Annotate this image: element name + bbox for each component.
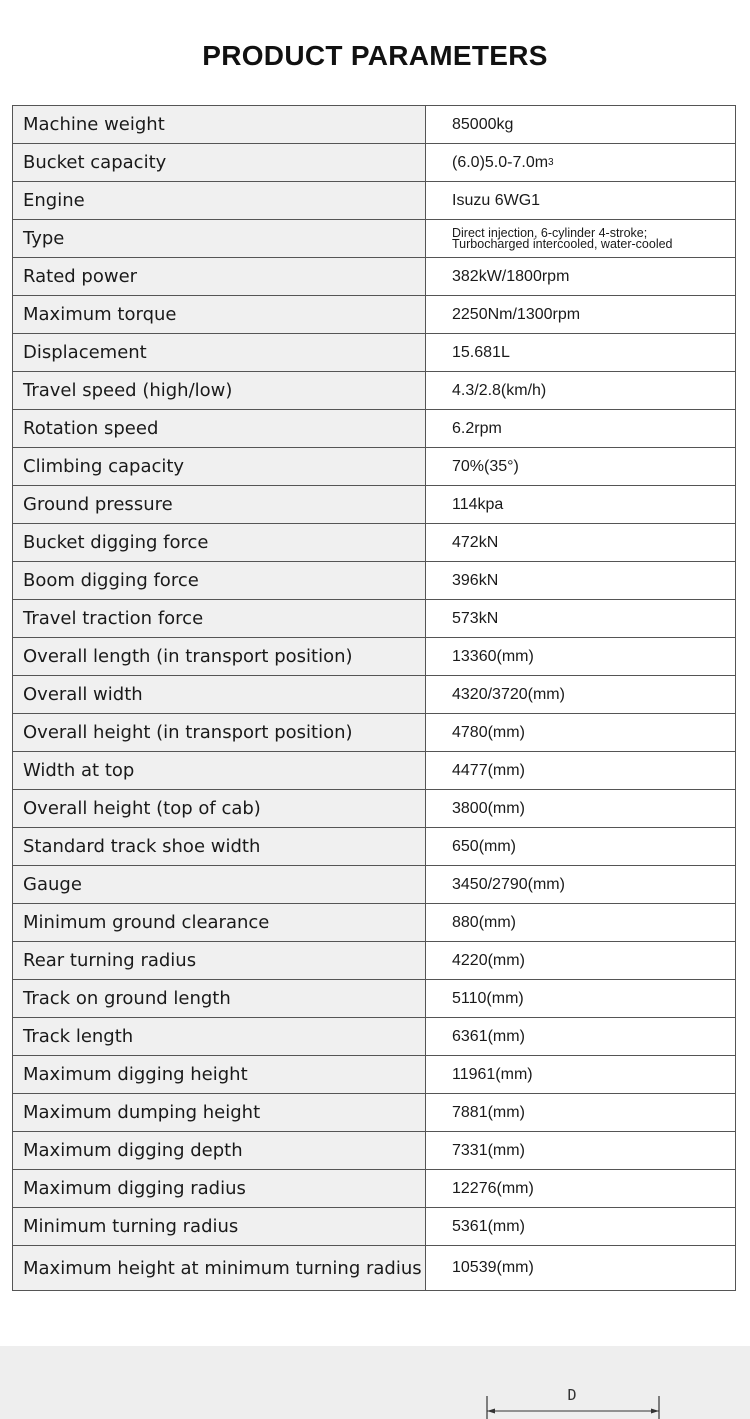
parameter-label: Maximum digging radius bbox=[13, 1170, 426, 1207]
parameter-value-text: (6.0)5.0-7.0m bbox=[452, 153, 549, 171]
parameter-value bbox=[426, 828, 735, 865]
parameter-label: Type bbox=[13, 220, 426, 257]
parameter-value bbox=[426, 562, 735, 599]
table-row bbox=[13, 486, 735, 524]
parameter-value bbox=[426, 1056, 735, 1093]
table-row bbox=[13, 372, 735, 410]
table-row bbox=[13, 144, 735, 182]
parameter-value bbox=[426, 790, 735, 827]
table-row bbox=[13, 258, 735, 296]
table-row bbox=[13, 220, 735, 258]
parameter-value-text: 4220(mm) bbox=[452, 951, 525, 969]
table-row bbox=[13, 1056, 735, 1094]
table-row bbox=[13, 1246, 735, 1290]
parameter-value-text: 396kN bbox=[452, 571, 499, 589]
parameter-label: Track on ground length bbox=[13, 980, 426, 1017]
parameter-value-text: 7881(mm) bbox=[452, 1103, 525, 1121]
parameter-value-text: 4780(mm) bbox=[452, 723, 525, 741]
parameter-value-text: 382kW/1800rpm bbox=[452, 267, 570, 285]
parameters-table bbox=[12, 105, 736, 1291]
parameter-value-text: 114kpa bbox=[452, 495, 504, 513]
parameter-label: Maximum digging height bbox=[13, 1056, 426, 1093]
table-row bbox=[13, 600, 735, 638]
parameter-label: Ground pressure bbox=[13, 486, 426, 523]
parameter-value bbox=[426, 1246, 735, 1290]
parameter-label: Bucket capacity bbox=[13, 144, 426, 181]
parameter-value-text: 6.2rpm bbox=[452, 419, 502, 437]
dimension-indicator bbox=[486, 1382, 660, 1419]
table-row bbox=[13, 1018, 735, 1056]
table-row bbox=[13, 752, 735, 790]
table-row bbox=[13, 1094, 735, 1132]
parameter-value-text: 4477(mm) bbox=[452, 761, 525, 779]
parameter-value-text: 10539(mm) bbox=[452, 1259, 534, 1276]
parameter-value bbox=[426, 144, 735, 181]
parameter-value bbox=[426, 410, 735, 447]
parameter-value bbox=[426, 1208, 735, 1245]
parameter-value-text: 3450/2790(mm) bbox=[452, 875, 565, 893]
table-row bbox=[13, 904, 735, 942]
parameter-label: Width at top bbox=[13, 752, 426, 789]
parameter-label: Maximum height at minimum turning radius bbox=[13, 1246, 426, 1290]
parameter-value bbox=[426, 334, 735, 371]
parameter-label: Minimum ground clearance bbox=[13, 904, 426, 941]
parameter-label: Travel traction force bbox=[13, 600, 426, 637]
parameter-label: Overall height (top of cab) bbox=[13, 790, 426, 827]
parameter-value-superscript: 3 bbox=[548, 157, 554, 168]
parameter-value-text: 4.3/2.8(km/h) bbox=[452, 381, 547, 399]
parameter-label: Engine bbox=[13, 182, 426, 219]
table-row bbox=[13, 1132, 735, 1170]
table-row bbox=[13, 1170, 735, 1208]
parameter-label: Rear turning radius bbox=[13, 942, 426, 979]
parameter-value bbox=[426, 980, 735, 1017]
parameter-value-text: 13360(mm) bbox=[452, 647, 534, 665]
parameter-value bbox=[426, 866, 735, 903]
parameter-label: Gauge bbox=[13, 866, 426, 903]
parameter-label: Maximum digging depth bbox=[13, 1132, 426, 1169]
table-row bbox=[13, 942, 735, 980]
parameter-value bbox=[426, 714, 735, 751]
parameter-value-text: 2250Nm/1300rpm bbox=[452, 305, 581, 323]
table-row bbox=[13, 676, 735, 714]
parameter-value bbox=[426, 448, 735, 485]
table-row bbox=[13, 828, 735, 866]
parameter-value-text: 573kN bbox=[452, 609, 499, 627]
page-title: PRODUCT PARAMETERS bbox=[202, 40, 548, 71]
parameter-value bbox=[426, 258, 735, 295]
parameter-value bbox=[426, 638, 735, 675]
parameter-value-text: 3800(mm) bbox=[452, 799, 525, 817]
parameter-label: Maximum torque bbox=[13, 296, 426, 333]
parameter-value-text: 7331(mm) bbox=[452, 1141, 525, 1159]
table-row bbox=[13, 638, 735, 676]
table-row bbox=[13, 790, 735, 828]
parameter-value bbox=[426, 676, 735, 713]
table-row bbox=[13, 182, 735, 220]
parameter-value bbox=[426, 1094, 735, 1131]
parameter-label: Standard track shoe width bbox=[13, 828, 426, 865]
table-row bbox=[13, 334, 735, 372]
parameter-value bbox=[426, 942, 735, 979]
parameter-value bbox=[426, 752, 735, 789]
parameter-value bbox=[426, 1132, 735, 1169]
parameter-value bbox=[426, 904, 735, 941]
parameter-label: Bucket digging force bbox=[13, 524, 426, 561]
parameter-value-text: Isuzu 6WG1 bbox=[452, 191, 541, 209]
parameter-value bbox=[426, 486, 735, 523]
parameter-label: Overall width bbox=[13, 676, 426, 713]
parameter-value bbox=[426, 106, 735, 143]
table-row bbox=[13, 106, 735, 144]
parameter-value-text: 472kN bbox=[452, 533, 499, 551]
parameter-value bbox=[426, 296, 735, 333]
parameter-value-text: 880(mm) bbox=[452, 913, 517, 931]
parameter-value-text: 70%(35°) bbox=[452, 457, 519, 475]
parameter-label: Maximum dumping height bbox=[13, 1094, 426, 1131]
table-row bbox=[13, 980, 735, 1018]
parameter-value-line: Direct injection, 6-cylinder 4-stroke; bbox=[452, 225, 648, 240]
parameter-value bbox=[426, 220, 735, 257]
parameter-label: Machine weight bbox=[13, 106, 426, 143]
parameter-label: Displacement bbox=[13, 334, 426, 371]
parameter-label: Rated power bbox=[13, 258, 426, 295]
parameter-value-text: 12276(mm) bbox=[452, 1179, 534, 1197]
parameter-value-text: 85000kg bbox=[452, 115, 514, 133]
parameter-label: Minimum turning radius bbox=[13, 1208, 426, 1245]
parameter-value-text: 11961(mm) bbox=[452, 1065, 533, 1083]
parameter-value bbox=[426, 1170, 735, 1207]
parameter-label: Track length bbox=[13, 1018, 426, 1055]
parameter-value-text: 6361(mm) bbox=[452, 1027, 525, 1045]
table-row bbox=[13, 1208, 735, 1246]
table-row bbox=[13, 296, 735, 334]
parameter-label: Climbing capacity bbox=[13, 448, 426, 485]
table-row bbox=[13, 866, 735, 904]
parameter-value bbox=[426, 1018, 735, 1055]
parameter-value bbox=[426, 182, 735, 219]
parameter-value bbox=[426, 372, 735, 409]
parameter-value bbox=[426, 600, 735, 637]
table-row bbox=[13, 448, 735, 486]
parameter-label: Rotation speed bbox=[13, 410, 426, 447]
parameter-label: Boom digging force bbox=[13, 562, 426, 599]
table-row bbox=[13, 524, 735, 562]
table-row bbox=[13, 714, 735, 752]
parameter-label: Travel speed (high/low) bbox=[13, 372, 426, 409]
parameter-value-text: 5361(mm) bbox=[452, 1217, 525, 1235]
dimension-label: D bbox=[567, 1386, 577, 1404]
table-row bbox=[13, 410, 735, 448]
parameter-value-text: 15.681L bbox=[452, 343, 510, 361]
parameter-value-text: 4320/3720(mm) bbox=[452, 685, 565, 703]
parameter-label: Overall length (in transport position) bbox=[13, 638, 426, 675]
parameter-value-text: 650(mm) bbox=[452, 837, 517, 855]
parameter-value-text: 5110(mm) bbox=[452, 989, 524, 1007]
parameter-label: Overall height (in transport position) bbox=[13, 714, 426, 751]
parameter-value-line: Turbocharged intercooled, water-cooled bbox=[452, 236, 673, 251]
table-row bbox=[13, 562, 735, 600]
parameter-value bbox=[426, 524, 735, 561]
